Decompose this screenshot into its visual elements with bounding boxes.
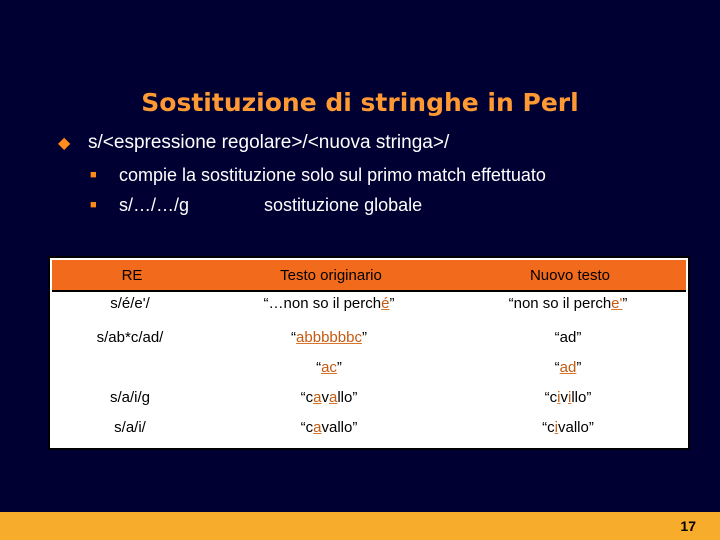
- sub-bullet-1-text: compie la sostituzione solo sul primo match effettuato: [119, 165, 546, 185]
- square-bullet-icon: ■: [90, 169, 97, 181]
- table-cell-original: “cavallo”: [300, 389, 358, 406]
- square-bullet-icon: ■: [90, 199, 97, 211]
- table-cell-re: s/ab*c/ad/: [96, 329, 164, 346]
- table-cell-new: “ad”: [554, 359, 582, 376]
- table-cell-re: s/a/i/: [114, 419, 146, 436]
- sub-bullet-2-right: sostituzione globale: [264, 195, 423, 215]
- page-number: 17: [680, 518, 696, 534]
- header-re: RE: [121, 267, 143, 284]
- main-bullet-text: s/<espressione regolare>/<nuova stringa>/: [88, 132, 450, 153]
- slide-title: Sostituzione di stringhe in Perl: [141, 88, 579, 117]
- table-cell-original: “…non so il perché”: [263, 295, 395, 312]
- footer-bar: [0, 512, 720, 540]
- table-cell-new: “non so il perche'”: [508, 295, 628, 312]
- diamond-bullet-icon: ◆: [58, 135, 71, 152]
- table-cell-re: s/é/e'/: [110, 295, 150, 312]
- sub-bullet-1: [90, 165, 546, 186]
- table-cell-new: “ad”: [554, 329, 582, 346]
- table-cell-new: “civallo”: [542, 419, 594, 436]
- substitution-table: [48, 256, 690, 450]
- table-cell-original: “ac”: [316, 359, 342, 376]
- table-header-row: [52, 260, 686, 292]
- header-new: Nuovo testo: [529, 267, 611, 284]
- table-cell-new: “civillo”: [544, 389, 592, 406]
- header-original: Testo originario: [280, 267, 382, 284]
- sub-bullet-2-left: s/…/…/g: [119, 195, 190, 215]
- main-bullet: [58, 132, 449, 154]
- table-cell-original: “cavallo”: [300, 419, 358, 436]
- table-cell-re: s/a/i/g: [109, 389, 151, 406]
- table-cell-original: “abbbbbbc”: [291, 329, 367, 346]
- sub-bullet-2: [90, 195, 422, 216]
